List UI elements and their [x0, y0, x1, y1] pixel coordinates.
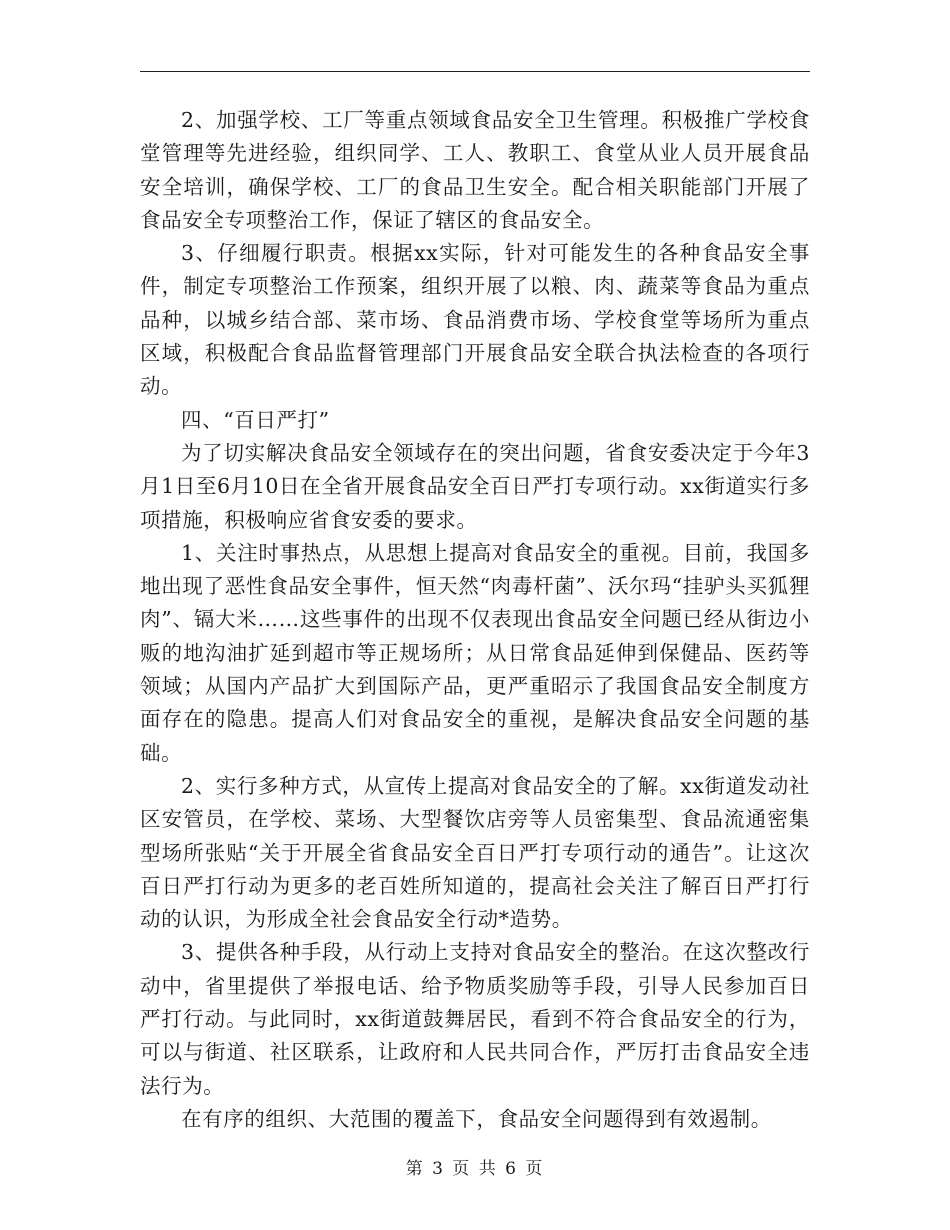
- document-body: [140, 104, 810, 1136]
- paragraph-conclusion: 在有序的组织、大范围的覆盖下，食品安全问题得到有效遏制。: [181, 1106, 772, 1131]
- paragraph-focus-current-events: 1、关注时事热点，从思想上提高对食品安全的重视。目前，我国多地出现了恶性食品安全事件，恒天然“肉毒杆菌”、沃尔玛“挂驴头买狐狸肉”、镉大米……这些事件的出现不仅表现出食品安全问题已经从街边小贩的地沟油扩延到超市等正规场所；从日常食品延伸到保健品、医药等领域；从国内产品扩大到国际产品，更严重昭示了我国食品安全制度方面存在的隐患。提高人们对食品安全的重视，是解决食品安全问题的基础。: [140, 540, 810, 765]
- paragraph-campaign-intro: 为了切实解决食品安全领域存在的突出问题，省食安委决定于今年3月1日至6月10日在全省开展食品安全百日严打专项行动。xx街道实行多项措施，积极响应省食安委的要求。: [140, 440, 810, 532]
- page-number-footer: 第 3 页 共 6 页: [405, 1159, 545, 1179]
- paragraph-school-factory-safety: 2、加强学校、工厂等重点领域食品安全卫生管理。积极推广学校食堂管理等先进经验，组织同学、工人、教职工、食堂从业人员开展食品安全培训，确保学校、工厂的食品卫生安全。配合相关职能部门开展了食品安全专项整治工作，保证了辖区的食品安全。: [140, 108, 810, 232]
- paragraph-publicity-methods: 2、实行多种方式，从宣传上提高对食品安全的了解。xx街道发动社区安管员，在学校、菜场、大型餐饮店旁等人员密集型、食品流通密集型场所张贴“关于开展全省食品安全百日严打专项行动的通告”。让这次百日严打行动为更多的老百姓所知道的，提高社会关注了解百日严打行动的认识，为形成全社会食品安全行动*造势。: [140, 773, 810, 932]
- header-rule: [140, 71, 810, 72]
- paragraph-action-support: 3、提供各种手段，从行动上支持对食品安全的整治。在这次整改行动中，省里提供了举报电话、给予物质奖励等手段，引导人民参加百日严打行动。与此同时，xx街道鼓舞居民，看到不符合食品安全的行为，可以与街道、社区联系，让政府和人民共同合作，严厉打击食品安全违法行为。: [140, 940, 810, 1098]
- section-heading-hundred-days: 四、“百日严打”: [181, 407, 330, 432]
- paragraph-fulfill-duties: 3、仔细履行职责。根据xx实际，针对可能发生的各种食品安全事件，制定专项整治工作预案，组织开展了以粮、肉、蔬菜等食品为重点品种，以城乡结合部、菜市场、食品消费市场、学校食堂等场所为重点区域，积极配合食品监督管理部门开展食品安全联合执法检查的各项行动。: [140, 241, 810, 399]
